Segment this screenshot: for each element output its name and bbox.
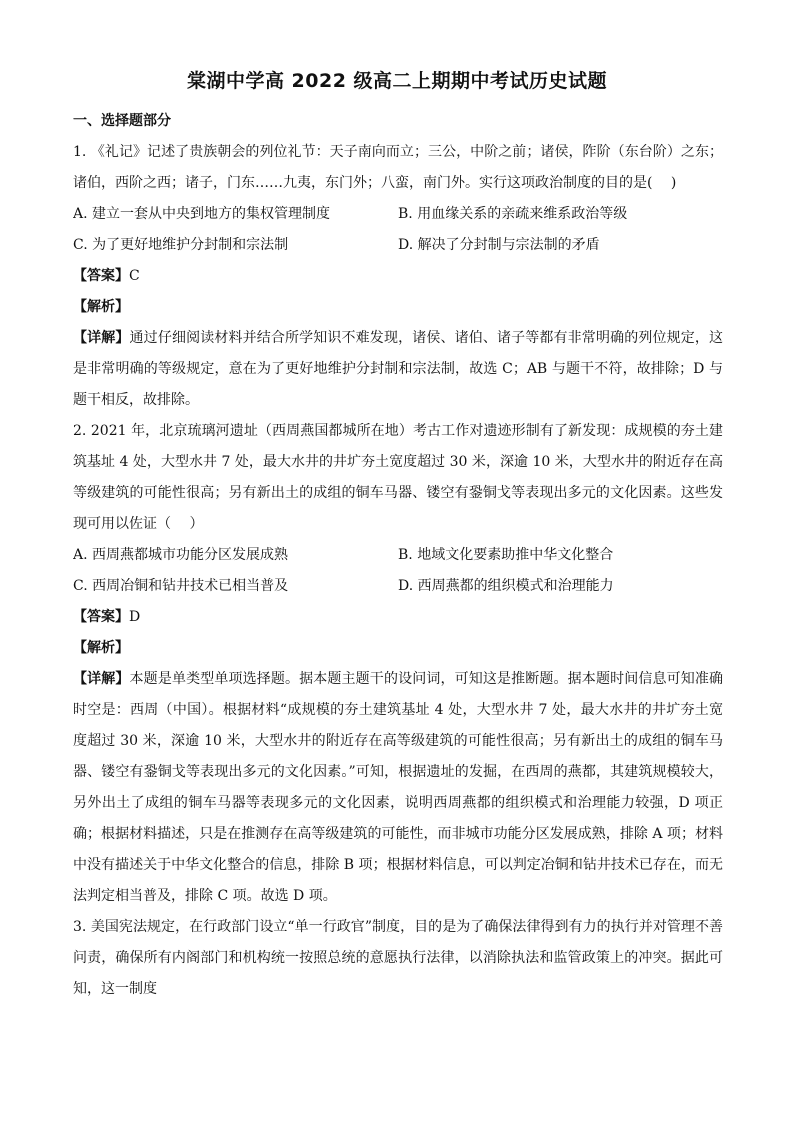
question-1-stem: 1. 《礼记》记述了贵族朝会的列位礼节：天子南向而立；三公，中阶之前；诸侯，阼阶（东台阶）之东；诸伯，西阶之西；诸子，门东……九夷，东门外；八蛮，南门外。实行这项政治制度的目的是( ) xyxy=(73,144,723,191)
detail-text: 通过仔细阅读材料并结合所学知识不难发现，诸侯、诸伯、诸子等都有非常明确的列位规定，这是非常明确的等级规定，意在为了更好地维护分封制和宗法制，故选 C；AB 与题干不符，故排除；D 与题干相反，故排除。 xyxy=(73,330,724,408)
detail-label: 【详解】 xyxy=(73,330,130,346)
answer-label: 【答案】 xyxy=(73,268,129,284)
analysis-label: 【解析】 xyxy=(73,299,129,315)
page-title: 棠湖中学高 2022 级高二上期期中考试历史试题 xyxy=(186,70,608,92)
section-heading: 一、选择题部分 xyxy=(73,113,171,129)
question-1-option-a: A. 建立一套从中央到地方的集权管理制度 xyxy=(73,206,331,222)
question-1-options xyxy=(73,199,723,261)
question-1-option-d: D. 解决了分封制与宗法制的矛盾 xyxy=(398,237,600,253)
question-2-option-a: A. 西周燕都城市功能分区发展成熟 xyxy=(73,547,289,563)
answer-label: 【答案】 xyxy=(73,609,129,625)
question-2-stem: 2. 2021 年，北京琉璃河遗址（西周燕国都城所在地）考古工作对遗迹形制有了新发现：成规模的夯土建筑基址 4 处，大型水井 7 处，最大水井的井圹夯土宽度超过 30 米，深逾 10 米，大型水井的附近存在高等级建筑的可能性很高；另有新出土的成组的铜车马器、镂空有銎铜戈等表现出多元的文化因素。这些发现可用以佐证（ ） xyxy=(73,423,723,532)
question-2-option-c: C. 西周冶铜和钻井技术已相当普及 xyxy=(73,578,289,594)
question-1-option-c: C. 为了更好地维护分封制和宗法制 xyxy=(73,237,289,253)
question-2-option-b: B. 地域文化要素助推中华文化整合 xyxy=(398,547,614,563)
detail-text: 本题是单类型单项选择题。据本题主题干的设问词，可知这是推断题。据本题时间信息可知准确时空是：西周（中国）。根据材料“成规模的夯土建筑基址 4 处，大型水井 7 处，最大水井的井圹夯土宽度超过 30 米，深逾 10 米，大型水井的附近存在高等级建筑的可能性很高；另有新出土的成组的铜车马器、镂空有銎铜戈等表现出多元的文化因素。”可知，根据遗址的发掘，在西周的燕都，其建筑规模较大，另外出土了成组的铜车马器等表现多元的文化因素，说明西周燕都的组织模式和治理能力较强，D 项正确；根据材料描述，只是在推测存在高等级建筑的可能性，而非城市功能分区发展成熟，排除 A 项；材料中没有描述关于中华文化整合的信息，排除 B 项；根据材料信息，可以判定冶铜和钻井技术已存在，而无法判定相当普及，排除 C 项。故选 D 项。 xyxy=(73,671,724,904)
question-3-stem: 3. 美国宪法规定，在行政部门设立“单一行政官”制度，目的是为了确保法律得到有力的执行并对管理不善问责，确保所有内阁部门和机构统一按照总统的意愿执行法律，以消除执法和监管政策上的冲突。据此可知，这一制度 xyxy=(73,919,723,997)
question-2-answer xyxy=(73,602,723,633)
analysis-label: 【解析】 xyxy=(73,640,129,656)
question-1-detail xyxy=(73,323,723,416)
question-2-analysis xyxy=(73,633,723,664)
question-1-analysis xyxy=(73,292,723,323)
answer-value: C xyxy=(129,268,140,284)
question-1-answer xyxy=(73,261,723,292)
question-2-option-d: D. 西周燕都的组织模式和治理能力 xyxy=(398,578,614,594)
exam-content xyxy=(73,106,723,1005)
question-1-option-b: B. 用血缘关系的亲疏来维系政治等级 xyxy=(398,206,628,222)
detail-label: 【详解】 xyxy=(73,671,130,687)
answer-value: D xyxy=(129,609,141,625)
question-2-options xyxy=(73,540,723,602)
question-2-detail xyxy=(73,664,723,912)
